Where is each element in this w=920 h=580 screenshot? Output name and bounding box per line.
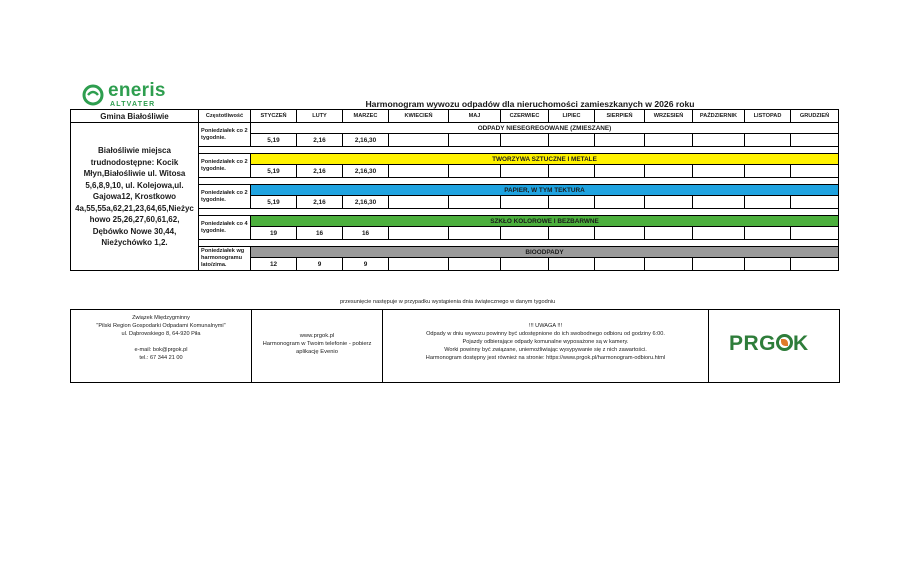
date-cell: [791, 258, 839, 271]
date-cell: 9: [343, 258, 389, 271]
date-cell: 2,16: [297, 165, 343, 178]
date-cell: [501, 196, 549, 209]
date-cell: [389, 165, 449, 178]
month-header: MARZEC: [343, 110, 389, 123]
date-cell: [745, 227, 791, 240]
org-line: [71, 338, 251, 346]
date-cell: [645, 134, 693, 147]
date-cell: 2,16: [297, 196, 343, 209]
warning-line: Worki powinny być związane, uniemożliwiając wysypywanie się z nich zawartości.: [444, 347, 647, 353]
date-cell: [791, 165, 839, 178]
org-line: ul. Dąbrowskiego 8, 64-920 Piła: [121, 331, 201, 337]
org-phone: tel.: 67 344 21 00: [139, 355, 183, 361]
warning-line: Pojazdy odbierające odpady komunalne wyposażone są w kamery.: [462, 339, 629, 345]
organization-info: [71, 310, 252, 382]
date-cell: [595, 165, 645, 178]
date-cell: [791, 134, 839, 147]
date-cell: [389, 227, 449, 240]
date-cell: [501, 258, 549, 271]
date-cell: [389, 258, 449, 271]
date-cell: [745, 134, 791, 147]
date-cell: [645, 196, 693, 209]
date-cell: [389, 134, 449, 147]
app-line: Harmonogram w Twoim telefonie - pobierz: [262, 341, 372, 347]
app-info: [252, 310, 383, 382]
month-header: LUTY: [297, 110, 343, 123]
frequency-cell: Poniedziałek wg harmonogramu lato/zima.: [199, 247, 251, 271]
area-description: [71, 123, 199, 271]
date-cell: [645, 227, 693, 240]
date-cell: 16: [343, 227, 389, 240]
date-cell: 5,19: [251, 165, 297, 178]
freq-header: Częstotliwość: [199, 110, 251, 123]
date-cell: [791, 196, 839, 209]
area-text: Białośliwie miejsca trudnodostępne: Kocik Młyn,Białośliwie ul. Witosa 5,6,8,9,10, ul. Kolejowa,ul. Gajowa12, Krostkowo 4a,55,55a,62,21,23,64,65,Nieżyc howo 25,26,27,60,61,62, Dębówko Nowe 30,44, Nieżychówko 1,2.: [75, 146, 194, 247]
warning-box: [383, 310, 709, 382]
date-cell: [693, 134, 745, 147]
footer: [70, 309, 840, 383]
date-cell: 2,16: [297, 134, 343, 147]
schedule-table: [70, 109, 839, 271]
date-cell: [449, 134, 501, 147]
logo-name: eneris: [108, 80, 166, 101]
leaf-o-icon: [776, 334, 793, 351]
date-cell: [693, 258, 745, 271]
org-line: Związek Międzygminny: [132, 315, 190, 321]
date-cell: [549, 134, 595, 147]
org-email[interactable]: e-mail: bok@prgok.pl: [134, 347, 188, 353]
date-cell: [501, 134, 549, 147]
waste-type-banner: SZKŁO KOLOROWE I BEZBARWNE: [251, 216, 839, 227]
warning-line: Harmonogram dostępny jest również na stronie: https://www.prgok.pl/harmonogram-odbioru.html: [425, 355, 666, 361]
month-header: PAŹDZIERNIK: [693, 110, 745, 123]
date-cell: 9: [297, 258, 343, 271]
date-cell: [549, 227, 595, 240]
frequency-cell: Poniedziałek co 2 tygodnie.: [199, 123, 251, 147]
holiday-note: przesunięcie następuje w przypadku wystąpienia dnia świątecznego w danym tygodniu: [340, 299, 556, 305]
date-cell: 16: [297, 227, 343, 240]
month-header: MAJ: [449, 110, 501, 123]
month-header: KWIECIEŃ: [389, 110, 449, 123]
warning-line: Odpady w dniu wywozu powinny być udostępnione do ich swobodnego odbioru od godziny 6:00.: [426, 331, 665, 337]
app-line: aplikację Evenio: [296, 349, 338, 355]
eneris-leaf-icon: [82, 84, 104, 106]
date-cell: [595, 134, 645, 147]
date-cell: [549, 165, 595, 178]
header-row: [71, 110, 839, 123]
month-header: SIERPIEŃ: [595, 110, 645, 123]
month-header: LIPIEC: [549, 110, 595, 123]
date-cell: [645, 165, 693, 178]
date-cell: [693, 196, 745, 209]
waste-type-banner: PAPIER, W TYM TEKTURA: [251, 185, 839, 196]
date-cell: [791, 227, 839, 240]
date-cell: [501, 227, 549, 240]
date-cell: [595, 196, 645, 209]
month-header: GRUDZIEŃ: [791, 110, 839, 123]
prgok-logo-left: PRG: [729, 332, 777, 355]
date-cell: 2,16,30: [343, 134, 389, 147]
month-header: LISTOPAD: [745, 110, 791, 123]
date-cell: [745, 165, 791, 178]
prgok-logo-right: K: [793, 332, 809, 355]
warning-title: !!! UWAGA !!!: [528, 323, 563, 329]
org-line: "Pilski Region Gospodarki Odpadami Komunalnymi": [96, 323, 226, 329]
logo-sub: ALTVATER: [110, 101, 156, 108]
date-cell: [389, 196, 449, 209]
date-cell: [645, 258, 693, 271]
date-cell: [745, 196, 791, 209]
date-cell: [595, 227, 645, 240]
date-cell: [549, 196, 595, 209]
date-cell: 19: [251, 227, 297, 240]
month-header: CZERWIEC: [501, 110, 549, 123]
waste-type-banner: BIOODPADY: [251, 247, 839, 258]
date-cell: [449, 258, 501, 271]
frequency-cell: Poniedziałek co 2 tygodnie.: [199, 154, 251, 178]
waste-type-banner: ODPADY NIESEGREGOWANE (ZMIESZANE): [251, 123, 839, 134]
date-cell: [595, 258, 645, 271]
date-cell: [693, 227, 745, 240]
date-cell: [501, 165, 549, 178]
prgok-logo: [709, 310, 839, 382]
date-cell: [745, 258, 791, 271]
date-cell: [449, 196, 501, 209]
frequency-cell: Poniedziałek co 4 tygodnie.: [199, 216, 251, 240]
month-header: STYCZEŃ: [251, 110, 297, 123]
date-cell: 5,19: [251, 134, 297, 147]
page-title: Harmonogram wywozu odpadów dla nieruchomości zamieszkanych w 2026 roku: [365, 99, 695, 109]
frequency-cell: Poniedziałek co 2 tygodnie.: [199, 185, 251, 209]
month-header: WRZESIEŃ: [645, 110, 693, 123]
gmina-header: Gmina Białośliwie: [71, 110, 199, 123]
date-cell: 12: [251, 258, 297, 271]
date-cell: 2,16,30: [343, 165, 389, 178]
date-cell: [449, 165, 501, 178]
website-link[interactable]: www.prgok.pl: [299, 333, 335, 339]
date-cell: [693, 165, 745, 178]
date-cell: 5,19: [251, 196, 297, 209]
waste-type-banner: TWORZYWA SZTUCZNE I METALE: [251, 154, 839, 165]
date-cell: [549, 258, 595, 271]
date-cell: [449, 227, 501, 240]
date-cell: 2,16,30: [343, 196, 389, 209]
